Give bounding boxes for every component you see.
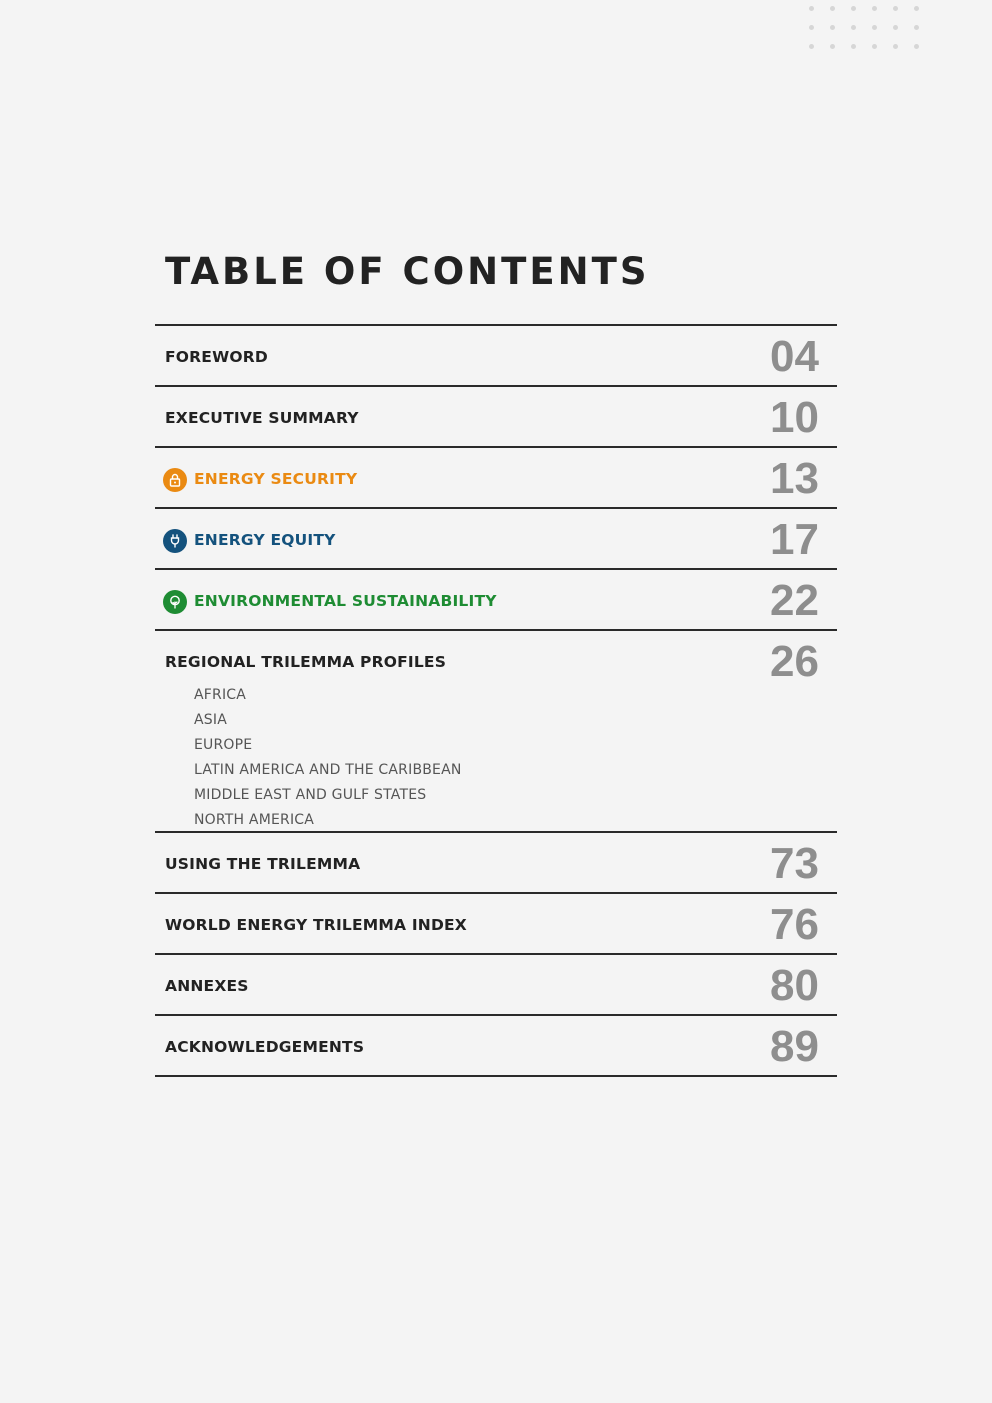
toc-page-number: 89 [770, 1022, 819, 1071]
toc-subitem-north-america[interactable]: NORTH AMERICA [194, 812, 315, 828]
toc-page-number: 76 [770, 900, 819, 949]
dot [872, 44, 877, 49]
dot [830, 6, 835, 11]
dot [851, 6, 856, 11]
toc-page-number: 22 [770, 576, 819, 625]
toc-entry-label: REGIONAL TRILEMMA PROFILES [165, 653, 447, 671]
toc-list [155, 324, 837, 1077]
toc-entry-foreword[interactable] [155, 326, 837, 387]
dot [914, 44, 919, 49]
toc-entry-label: ENERGY EQUITY [194, 531, 336, 549]
dot [872, 25, 877, 30]
toc-page-number: 10 [770, 393, 819, 442]
dot [893, 44, 898, 49]
toc-subitem-africa[interactable]: AFRICA [194, 687, 247, 703]
toc-entry-label: FOREWORD [165, 348, 268, 366]
toc-subitem-latin-america[interactable]: LATIN AMERICA AND THE CARIBBEAN [194, 762, 462, 778]
toc-entry-energy-security[interactable] [155, 448, 837, 509]
lock-icon [163, 468, 187, 492]
toc-sublist [194, 683, 462, 833]
toc-page-number: 17 [770, 515, 819, 564]
dot [893, 25, 898, 30]
dot [830, 25, 835, 30]
toc-page-number: 04 [770, 332, 819, 381]
toc-entry-label: EXECUTIVE SUMMARY [165, 409, 359, 427]
toc-page-number: 73 [770, 839, 819, 888]
decorative-dot-grid [803, 0, 927, 56]
tree-icon [163, 590, 187, 614]
toc-entry-label: ANNEXES [165, 977, 249, 995]
dot [914, 25, 919, 30]
dot [851, 25, 856, 30]
toc-entry-executive-summary[interactable] [155, 387, 837, 448]
dot [809, 6, 814, 11]
page-title: TABLE OF CONTENTS [165, 250, 650, 293]
toc-subitem-asia[interactable]: ASIA [194, 712, 227, 728]
dot [872, 6, 877, 11]
dot [830, 44, 835, 49]
toc-entry-world-energy-trilemma-index[interactable] [155, 894, 837, 955]
plug-icon [163, 529, 187, 553]
toc-subitem-middle-east[interactable]: MIDDLE EAST AND GULF STATES [194, 787, 427, 803]
toc-entry-energy-equity[interactable] [155, 509, 837, 570]
dot [809, 25, 814, 30]
toc-entry-regional-trilemma-profiles[interactable] [155, 631, 837, 833]
toc-entry-acknowledgements[interactable] [155, 1016, 837, 1077]
dot [851, 44, 856, 49]
toc-page-number: 80 [770, 961, 819, 1010]
toc-page-number: 13 [770, 454, 819, 503]
toc-entry-label: WORLD ENERGY TRILEMMA INDEX [165, 916, 467, 934]
toc-entry-environmental-sustainability[interactable] [155, 570, 837, 631]
toc-page-number: 26 [770, 637, 819, 686]
toc-entry-label: ACKNOWLEDGEMENTS [165, 1038, 365, 1056]
dot [893, 6, 898, 11]
toc-entry-using-the-trilemma[interactable] [155, 833, 837, 894]
dot [809, 44, 814, 49]
toc-subitem-europe[interactable]: EUROPE [194, 737, 253, 753]
toc-entry-label: ENVIRONMENTAL SUSTAINABILITY [194, 592, 497, 610]
toc-entry-label: USING THE TRILEMMA [165, 855, 361, 873]
dot [914, 6, 919, 11]
toc-entry-annexes[interactable] [155, 955, 837, 1016]
toc-entry-label: ENERGY SECURITY [194, 470, 358, 488]
